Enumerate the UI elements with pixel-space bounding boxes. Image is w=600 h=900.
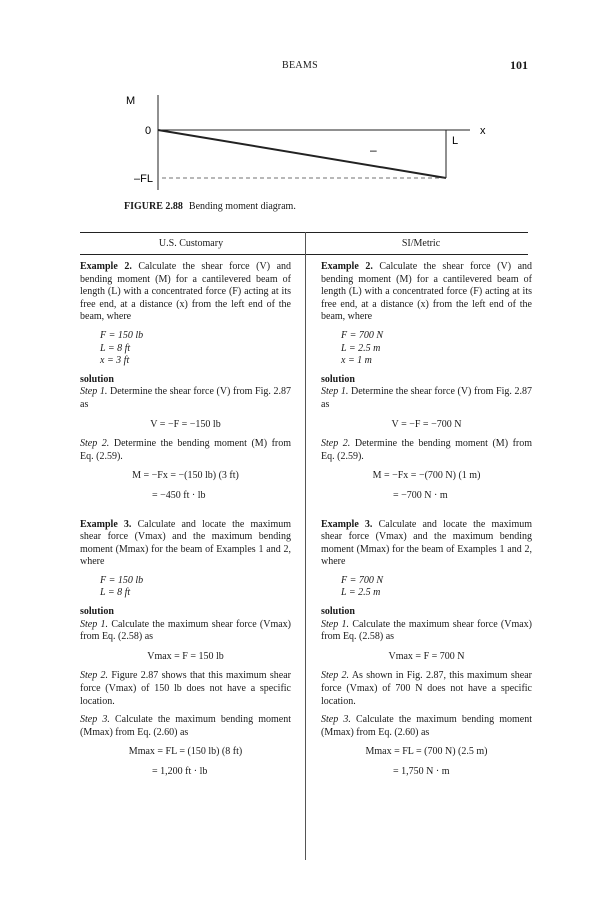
page-number: 101 [510,58,528,72]
table-top-rule [80,232,528,233]
right-ex3-step2 [321,670,532,708]
left-ex3-L: L = 8 ft [100,587,131,599]
origin-label: 0 [145,125,152,137]
left-ex3-step1-equation: Vmax = F = 150 lb [147,650,224,662]
left-step2-label: Step 2. [80,438,110,450]
left-step1 [80,386,291,411]
right-example2 [321,261,532,324]
left-ex3-step2-text: Figure 2.87 shows that this maximum shear force (Vmax) of 150 lb does not have a specific location. [80,670,292,707]
right-ex3-step3 [321,714,532,739]
left-ex3-step1-label: Step 1. [80,618,109,630]
right-ex2-F: F = 700 N [341,329,384,341]
right-ex3-step1 [321,619,532,644]
right-ex3-step1-label: Step 1. [321,618,350,630]
right-ex3-step2-label: Step 2. [321,670,350,682]
left-solution-2: solution [80,606,114,618]
right-ex3-step2-text: As shown in Fig. 2.87, this maximum shear force (Vmax) of 700 N does not have a specific location. [321,670,533,707]
right-column-heading: SI/Metric [401,238,441,249]
right-solution-1: solution [321,373,355,385]
left-step2 [80,438,291,463]
right-step1-equation: V = −F = −700 N [391,418,462,430]
right-step1 [321,386,532,411]
left-ex2-L: L = 8 ft [100,342,131,354]
right-ex3-step3-equation-1: Mmax = FL = (700 N) (2.5 m) [365,746,488,758]
left-ex3-step1-text: Calculate the maximum shear force (Vmax) from Eq. (2.58) as [80,618,292,643]
left-ex2-F: F = 150 lb [100,329,144,341]
left-ex3-step3-equation-1: Mmax = FL = (150 lb) (8 ft) [128,746,243,758]
left-ex2-text: Calculate the shear force (V) and bending moment (M) for a cantilevered beam of length (L) with a concentrated force (F) acting at its free end, at a distance (x) from the left end of the beam, where [80,261,292,323]
left-step2-text: Determine the bending moment (M) from Eq. (2.59). [80,438,292,462]
left-step1-text: Determine the shear force (V) from Fig. 2.87 as [80,386,292,410]
min-moment-label: –FL [134,173,153,185]
right-step2-equation-1: M = −Fx = −(700 N) (1 m) [372,470,481,482]
left-ex2-title: Example 2. [80,261,132,272]
left-ex3-step2 [80,670,291,708]
figure-caption-label: FIGURE 2.88 [124,201,183,212]
left-ex3-title: Example 3. [80,518,132,530]
right-ex2-x: x = 1 m [341,355,372,367]
figure-caption-text: Bending moment diagram. [188,201,296,212]
left-ex3-F: F = 150 lb [100,574,144,586]
moment-line [158,130,446,178]
right-step2 [321,438,532,463]
left-ex3-step3-text: Calculate the maximum bending moment (Mmax) from Eq. (2.60) as [80,714,291,738]
right-step1-label: Step 1. [321,386,349,398]
right-ex3-text: Calculate and locate the maximum shear force (Vmax) and the maximum bending moment (Mmax) for the beam of Examples 1 and 2, where [321,518,533,568]
figure-caption [124,201,296,212]
left-step2-equation-2: = −450 ft · lb [152,489,206,501]
table-header-rule [80,254,528,255]
right-ex3-L: L = 2.5 m [341,587,381,599]
right-ex3-step3-equation-2: = 1,750 N · m [393,766,450,777]
x-axis-label: x [480,125,486,137]
sign-label: – [370,143,377,157]
length-label: L [452,135,459,147]
left-column [80,261,291,783]
left-example3 [80,519,291,569]
right-column [321,261,532,783]
right-step2-text: Determine the bending moment (M) from Eq. (2.59). [321,438,533,462]
right-solution-2: solution [321,606,355,618]
right-ex3-title: Example 3. [321,518,373,530]
right-example3 [321,519,532,569]
right-ex2-text: Calculate the shear force (V) and bending moment (M) for a cantilevered beam of length (L) with a concentrated force (F) acting at its free end, at a distance (x) from the left end of the beam, where [321,261,533,323]
left-step1-equation: V = −F = −150 lb [150,418,221,430]
left-ex3-step3-label: Step 3. [80,714,110,726]
left-ex3-step1 [80,619,291,644]
y-axis-label: M [126,95,136,107]
right-ex2-L: L = 2.5 m [341,342,381,354]
left-step2-equation-1: M = −Fx = −(150 lb) (3 ft) [132,470,239,482]
left-column-heading: U.S. Customary [158,238,224,249]
left-solution-1: solution [80,373,114,385]
left-ex2-x: x = 3 ft [100,355,130,367]
left-ex3-step2-label: Step 2. [80,670,109,682]
bending-moment-diagram [0,80,600,195]
right-ex3-step3-text: Calculate the maximum bending moment (Mmax) from Eq. (2.60) as [321,714,532,738]
right-step1-text: Determine the shear force (V) from Fig. 2.87 as [321,386,533,410]
right-ex3-step3-label: Step 3. [321,714,351,726]
running-header-title: BEAMS [282,60,318,71]
right-step2-equation-2: = −700 N · m [393,489,448,501]
left-step1-label: Step 1. [80,386,108,398]
right-step2-label: Step 2. [321,438,351,450]
left-ex3-step3-equation-2: = 1,200 ft · lb [152,766,208,777]
left-ex3-step3 [80,714,291,739]
right-ex3-F: F = 700 N [341,574,384,586]
right-ex3-step1-equation: Vmax = F = 700 N [388,650,465,662]
left-ex3-text: Calculate and locate the maximum shear force (Vmax) and the maximum bending moment (Mmax) for the beam of Examples 1 and 2, where [80,518,292,568]
right-ex2-title: Example 2. [321,261,373,272]
left-example2 [80,261,291,324]
right-ex3-step1-text: Calculate the maximum shear force (Vmax) from Eq. (2.58) as [321,618,533,643]
column-divider [305,232,306,860]
